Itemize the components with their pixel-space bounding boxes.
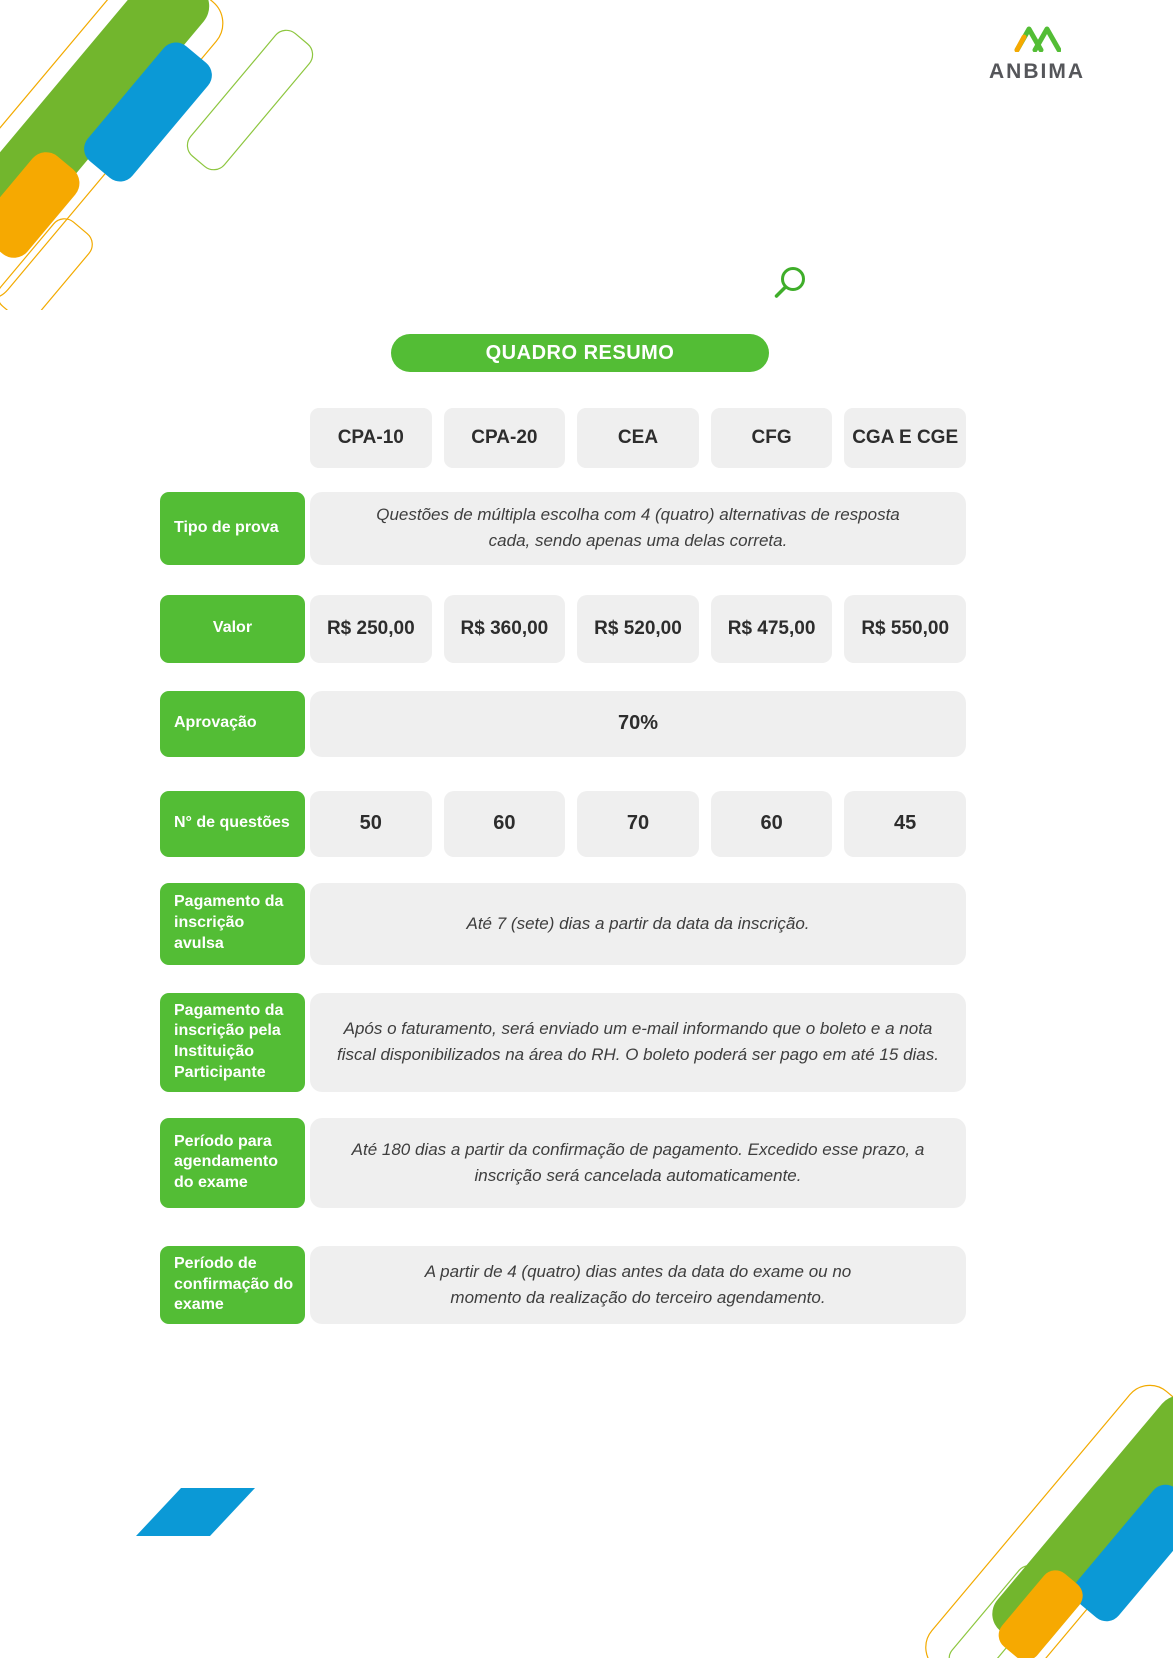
row-value-periodo-confirmacao: A partir de 4 (quatro) dias antes da data do exame ou no momento da realização do terceiro agendamento. (310, 1246, 966, 1324)
table-row (160, 1246, 966, 1324)
valor-cfg: R$ 475,00 (711, 595, 833, 663)
row-label-num-questoes: N° de questões (160, 791, 305, 857)
valor-cga-cge: R$ 550,00 (844, 595, 966, 663)
questoes-cga-cge: 45 (844, 791, 966, 857)
anbima-logo (985, 24, 1089, 84)
row-value-aprovacao: 70% (310, 691, 966, 757)
table-row (160, 993, 966, 1092)
table-row (160, 791, 966, 857)
column-header-cpa20: CPA-20 (444, 408, 566, 468)
valor-cpa10: R$ 250,00 (310, 595, 432, 663)
column-header-cfg: CFG (711, 408, 833, 468)
questoes-cea: 70 (577, 791, 699, 857)
magnifier-icon (771, 264, 809, 302)
questoes-cpa10: 50 (310, 791, 432, 857)
brand-name: ANBIMA (989, 60, 1085, 83)
valor-cea: R$ 520,00 (577, 595, 699, 663)
column-header-cpa10: CPA-10 (310, 408, 432, 468)
corner-decoration-bottom-left (128, 1486, 263, 1538)
column-header-cga-cge: CGA E CGE (844, 408, 966, 468)
table-row (160, 691, 966, 757)
table-row (160, 883, 966, 965)
summary-table (160, 408, 966, 1324)
row-value-tipo-de-prova: Questões de múltipla escolha com 4 (quatro) alternativas de resposta cada, sendo apenas uma delas correta. (310, 492, 966, 565)
corner-decoration-bottom-right (923, 1358, 1173, 1658)
anbima-mark-icon (1013, 24, 1061, 52)
table-row (160, 492, 966, 565)
row-label-aprovacao: Aprovação (160, 691, 305, 757)
corner-decoration-top-left (0, 0, 340, 310)
table-row (160, 595, 966, 663)
row-label-pagamento-avulsa: Pagamento da inscrição avulsa (160, 883, 305, 965)
row-label-periodo-confirmacao: Período de confirmação do exame (160, 1246, 305, 1324)
row-label-pagamento-instituicao: Pagamento da inscrição pela Instituição Participante (160, 993, 305, 1092)
table-row (160, 1118, 966, 1208)
column-header-cea: CEA (577, 408, 699, 468)
valor-cpa20: R$ 360,00 (444, 595, 566, 663)
questoes-cfg: 60 (711, 791, 833, 857)
row-label-valor: Valor (160, 595, 305, 663)
row-value-pagamento-avulsa: Até 7 (sete) dias a partir da data da inscrição. (310, 883, 966, 965)
column-header-row (310, 408, 966, 468)
row-label-periodo-agendamento: Período para agendamento do exame (160, 1118, 305, 1208)
row-value-pagamento-instituicao: Após o faturamento, será enviado um e-mail informando que o boleto e a nota fiscal disponibilizados na área do RH. O boleto poderá ser pago em até 15 dias. (310, 993, 966, 1092)
row-value-periodo-agendamento: Até 180 dias a partir da confirmação de pagamento. Excedido esse prazo, a inscrição será cancelada automaticamente. (310, 1118, 966, 1208)
page-title: QUADRO RESUMO (391, 334, 769, 372)
questoes-cpa20: 60 (444, 791, 566, 857)
row-label-tipo-de-prova: Tipo de prova (160, 492, 305, 565)
